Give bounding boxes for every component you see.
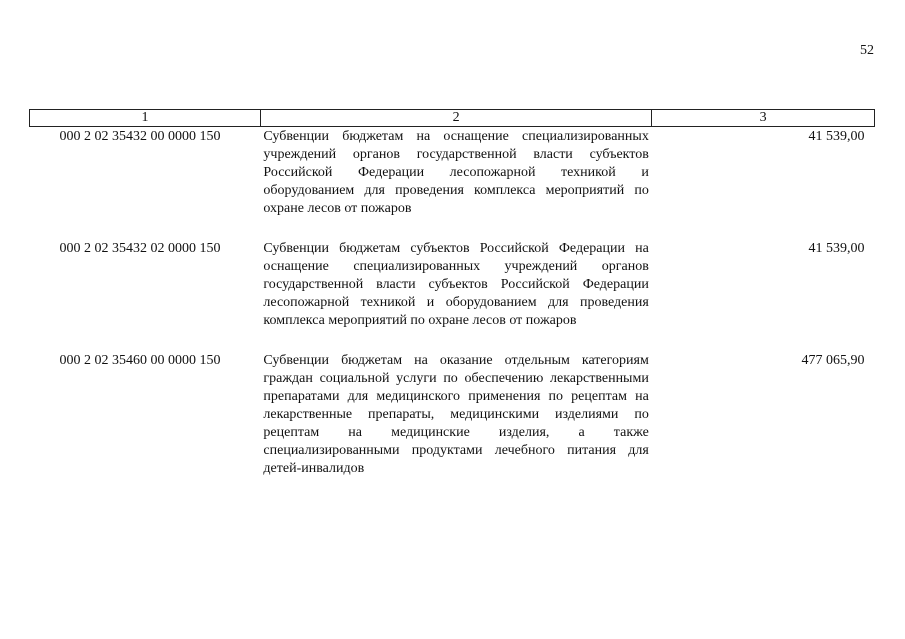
table-header xyxy=(30,110,875,127)
page-number: 52 xyxy=(860,43,874,58)
row-amount: 477 065,90 xyxy=(801,353,865,368)
budget-code: 000 2 02 35432 02 0000 150 xyxy=(59,241,221,256)
row-description: Субвенции бюджетам субъектов Российской Федерации на оснащение специализированных учреждений органов государственной власти субъектов Российской Федерации лесопожарной техникой и оборудованием для проведения комплекса мероприятий по охране лесов от пожаров xyxy=(263,241,649,328)
row-amount: 41 539,00 xyxy=(808,129,865,144)
row-description: Субвенции бюджетам на оказание отдельным категориям граждан социальной услуги по обеспечению лекарственными препаратами для медицинского применения по рецептам на лекарственные препараты, медицинскими изделиями по рецептам на медицинские изделия, а также специализированными продуктами лечебного питания для детей-инвалидов xyxy=(263,353,649,476)
column-header-description: 2 xyxy=(260,110,651,127)
table-row xyxy=(30,240,875,352)
row-description: Субвенции бюджетам на оснащение специализированных учреждений органов государственной власти субъектов Российской Федерации лесопожарной техникой и оборудованием для проведения комплекса мероприятий по охране лесов от пожаров xyxy=(263,129,649,216)
table-row xyxy=(30,352,875,500)
budget-table xyxy=(29,109,875,500)
budget-code: 000 2 02 35460 00 0000 150 xyxy=(59,353,221,368)
row-amount: 41 539,00 xyxy=(808,241,865,256)
column-header-code: 1 xyxy=(30,110,261,127)
table-row xyxy=(30,127,875,241)
budget-code: 000 2 02 35432 00 0000 150 xyxy=(59,129,221,144)
column-header-amount: 3 xyxy=(652,110,875,127)
